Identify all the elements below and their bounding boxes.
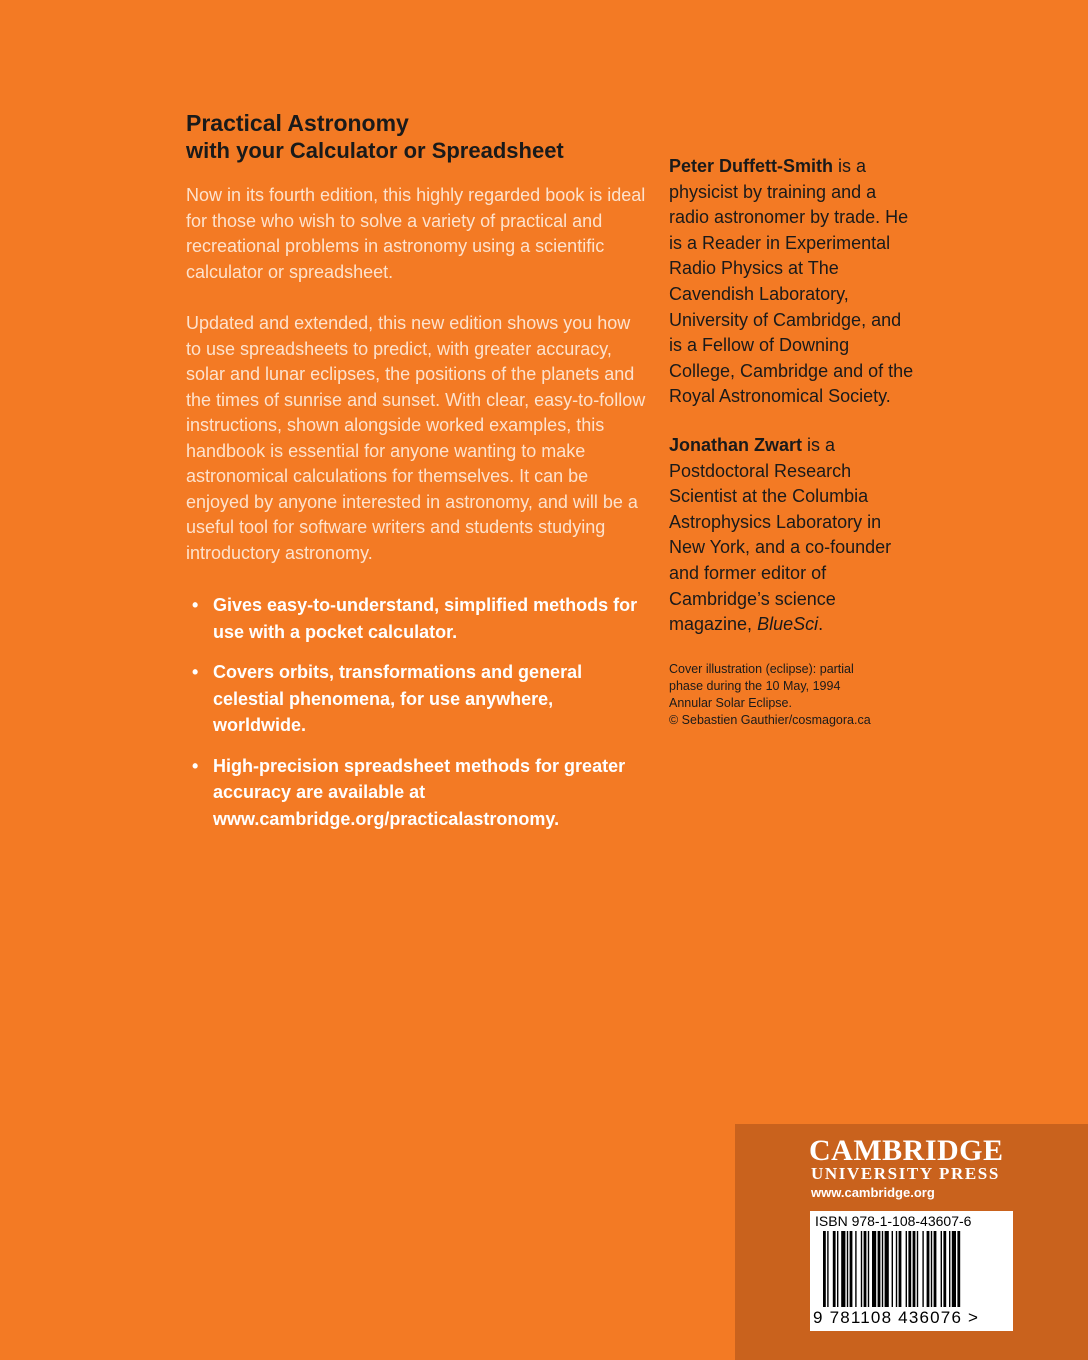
publisher-logo: CAMBRIDGE — [809, 1134, 1004, 1167]
author-name: Jonathan Zwart — [669, 434, 803, 455]
bullet-icon: • — [192, 755, 199, 776]
author-bio-duffett-smith: Peter Duffett-Smith is a physicist by training and a radio astronomer by trade. He is a Reader in Experimental Radio Physics at The Cavendish Laboratory, University of Cambridge, and is a Fellow of Downing College, Cambridge and of the Royal Astronomical Society. — [669, 156, 914, 407]
book-subtitle: with your Calculator or Spreadsheet — [186, 138, 564, 163]
description-paragraph-2: Updated and extended, this new edition shows you how to use spreadsheets to predict, with greater accuracy, solar and lunar eclipses, the positions of the planets and the times of sunrise and sunset. With clear, easy-to-follow instructions, shown alongside worked examples, this handbook is essential for anyone wanting to make astronomical calculations for themselves. It can be enjoyed by anyone interested in astronomy, and will be a useful tool for software writers and students studying introductory astronomy. — [186, 313, 646, 563]
author-bio-zwart: Jonathan Zwart is a Postdoctoral Research Scientist at the Columbia Astrophysics Laboratory in New York, and a co-founder and former editor of Cambridge’s science magazine, BlueSci. — [669, 434, 892, 635]
isbn-label: ISBN 978-1-108-43607-6 — [815, 1213, 972, 1229]
barcode-icon — [813, 1231, 1009, 1307]
publisher-panel — [735, 1124, 1088, 1360]
bullet-icon: • — [192, 662, 199, 682]
bullet-icon: • — [192, 595, 199, 615]
feature-item: • High-precision spreadsheet methods for greater accuracy are available at www.cambridge.org/practicalastronomy. — [186, 753, 646, 833]
authors-column — [669, 154, 919, 729]
barcode-digits: 9 781108 436076 > — [813, 1308, 980, 1327]
description-column — [186, 109, 646, 846]
publisher-url: www.cambridge.org — [811, 1185, 935, 1200]
barcode — [810, 1211, 1013, 1331]
feature-item: • Covers orbits, transformations and general celestial phenomena, for use anywhere, worldwide. — [186, 659, 646, 739]
publisher-subname: UNIVERSITY PRESS — [811, 1164, 1000, 1183]
book-title: Practical Astronomy — [186, 110, 409, 136]
author-name: Peter Duffett-Smith — [669, 156, 834, 176]
magazine-name: BlueSci — [757, 614, 819, 635]
description-paragraph-1: Now in its fourth edition, this highly regarded book is ideal for those who wish to solve a variety of practical and recreational problems in astronomy using a scientific calculator or spreadsheet. — [186, 185, 646, 282]
feature-item: • Gives easy-to-understand, simplified methods for use with a pocket calculator. — [186, 592, 646, 645]
feature-list — [186, 592, 646, 832]
cover-credit: Cover illustration (eclipse): partial phase during the 10 May, 1994 Annular Solar Eclipse. © Sebastien Gauthier/cosmagora.ca — [669, 661, 871, 727]
